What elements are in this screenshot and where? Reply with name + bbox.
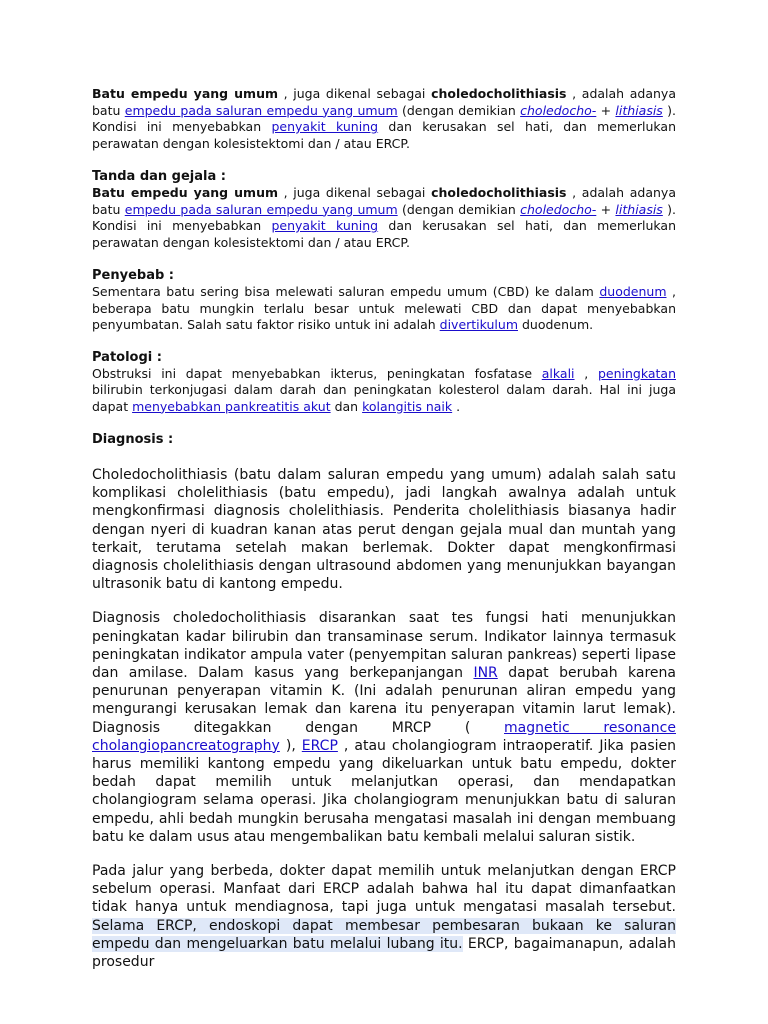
link-penyakit-kuning[interactable]: penyakit kuning <box>271 218 379 233</box>
link-inr[interactable]: INR <box>473 665 498 682</box>
link-lithiasis[interactable]: lithiasis <box>615 201 663 217</box>
link-kolangitis-naik[interactable]: kolangitis naik <box>362 398 453 414</box>
penyebab-paragraph: Sementara batu sering bisa melewati saluran empedu umum (CBD) ke dalam duodenum , beberapa batu mungkin terlalu besar untuk melewati CBD dan dapat menyebabkan penyumbatan. Salah satu faktor risiko untuk ini adalah divertikulum duodenum. <box>92 284 676 332</box>
heading-penyebab: Penyebab : <box>92 268 174 283</box>
link-penyakit-kuning[interactable]: penyakit kuning <box>271 119 379 134</box>
document-body <box>92 0 676 971</box>
patologi-paragraph: Obstruksi ini dapat menyebabkan ikterus, peningkatan fosfatase alkali , peningkatan bilirubin terkonjugasi dalam darah dan peningkatan kolesterol dalam darah. Hal ini juga dapat menyebabkan pankreatitis akut dan kolangitis naik . <box>92 365 676 414</box>
link-mrcp[interactable]: magnetic resonance cholangiopancreatography <box>92 719 676 754</box>
tanda-gejala-paragraph: Batu empedu yang umum , juga dikenal sebagai choledocholithiasis , adalah adanya batu empedu pada saluran empedu yang umum (dengan demikian choledocho- + lithiasis ). Kondisi ini menyebabkan penyakit kuning dan kerusakan sel hati, dan memerlukan perawatan dengan kolesistektomi dan / atau ERCP. <box>92 185 677 250</box>
term-bold: Batu empedu yang umum <box>92 185 278 200</box>
heading-patologi: Patologi : <box>92 349 162 365</box>
term-bold: choledocholithiasis <box>431 185 567 200</box>
link-duodenum[interactable]: duodenum <box>599 284 667 299</box>
heading-tanda-gejala: Tanda dan gejala : <box>92 169 226 184</box>
diagnosis-paragraph-3: Pada jalur yang berbeda, dokter dapat memilih untuk melanjutkan dengan ERCP sebelum operasi. Manfaat dari ERCP adalah bahwa hal itu dapat dimanfaatkan tidak hanya untuk mendiagnosa, tapi juga untuk mengatasi masalah tersebut. Selama ERCP, endoskopi dapat membesar pembesaran bukaan ke saluran empedu dan mengeluarkan batu melalui lubang itu. ERCP, bagaimanapun, adalah prosedur <box>92 863 677 971</box>
heading-diagnosis: Diagnosis : <box>92 432 174 447</box>
link-empedu-saluran[interactable]: empedu pada saluran empedu yang umum <box>124 102 398 118</box>
link-ercp[interactable]: ERCP <box>301 737 338 754</box>
highlighted-text[interactable]: Selama ERCP, endoskopi dapat membesar pembesaran bukaan ke saluran empedu dan mengeluarkan batu melalui lubang itu. <box>92 917 676 952</box>
term-bold: Batu empedu yang umum <box>92 86 278 101</box>
link-lithiasis[interactable]: lithiasis <box>615 102 663 118</box>
link-pankreatitis-akut[interactable]: menyebabkan pankreatitis akut <box>132 398 331 414</box>
link-choledocho[interactable]: choledocho- <box>520 201 597 217</box>
link-choledocho[interactable]: choledocho- <box>520 102 597 118</box>
link-empedu-saluran[interactable]: empedu pada saluran empedu yang umum <box>124 201 398 217</box>
link-peningkatan[interactable]: peningkatan <box>597 365 676 381</box>
intro-paragraph: Batu empedu yang umum , juga dikenal sebagai choledocholithiasis , adalah adanya batu empedu pada saluran empedu yang umum (dengan demikian choledocho- + lithiasis ). Kondisi ini menyebabkan penyakit kuning dan kerusakan sel hati, dan memerlukan perawatan dengan kolesistektomi dan / atau ERCP. <box>92 86 677 151</box>
diagnosis-paragraph-2: Diagnosis choledocholithiasis disarankan saat tes fungsi hati menunjukkan peningkatan kadar bilirubin dan transaminase serum. Indikator lainnya termasuk peningkatan indikator ampula vater (penyempitan saluran pankreas) seperti lipase dan amilase. Dalam kasus yang berkepanjangan INR dapat berubah karena penurunan penyerapan vitamin K. (Ini adalah penurunan aliran empedu yang mengurangi kerusakan lemak dan karena itu penyerapan vitamin larut lemak). Diagnosis ditegakkan dengan MRCP ( magnetic resonance cholangiopancreatography ), ERCP , atau cholangiogram intraoperatif. Jika pasien harus memiliki kantong empedu yang dikeluarkan untuk batu empedu, dokter bedah dapat memilih untuk melanjutkan operasi, dan mendapatkan cholangiogram selama operasi. Jika cholangiogram menunjukkan batu di saluran empedu, ahli bedah mungkin berusaha mengatasi masalah ini dengan membuang batu ke dalam usus atau mengembalikan batu kembali melalui saluran sistik. <box>92 610 677 845</box>
link-alkali[interactable]: alkali <box>541 365 575 381</box>
diagnosis-paragraph-1: Choledocholithiasis (batu dalam saluran empedu yang umum) adalah salah satu komplikasi cholelithiasis (batu empedu), jadi langkah awalnya adalah untuk mengkonfirmasi diagnosis cholelithiasis. Penderita cholelithiasis biasanya hadir dengan nyeri di kuadran kanan atas perut dengan gejala mual dan muntah yang terkait, terutama setelah makan berlemak. Dokter dapat mengkonfirmasi diagnosis cholelithiasis dengan ultrasound abdomen yang menunjukkan bayangan ultrasonik batu di kantong empedu. <box>92 467 676 593</box>
term-bold: choledocholithiasis <box>431 86 567 101</box>
link-divertikulum[interactable]: divertikulum <box>439 317 518 332</box>
